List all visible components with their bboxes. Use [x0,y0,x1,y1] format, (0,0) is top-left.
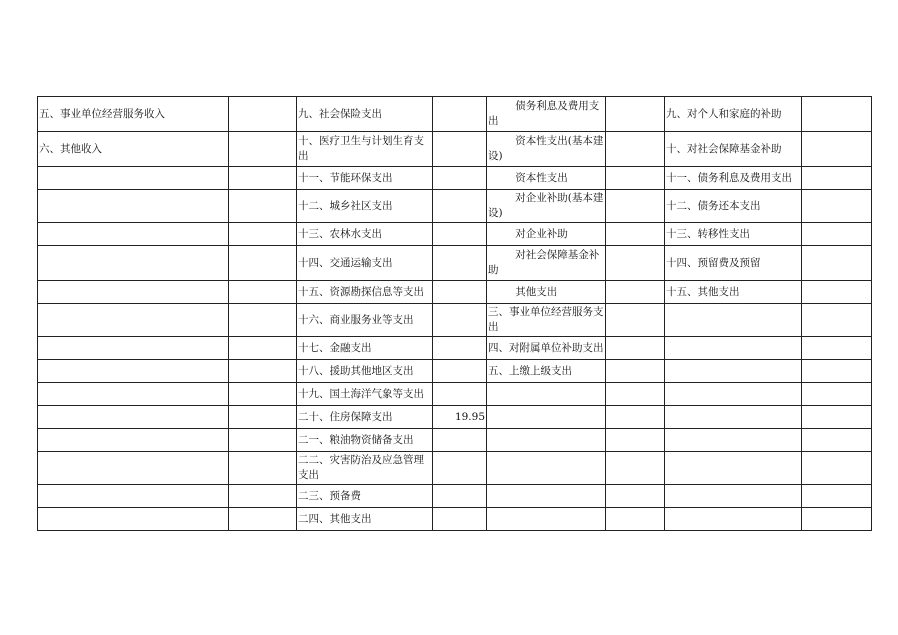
table-cell-c7: 九、对个人和家庭的补助 [665,97,802,132]
table-cell-c7: 十三、转移性支出 [665,223,802,246]
table-cell-c2 [229,452,297,485]
table-cell-c1 [38,360,229,383]
table-cell-c5: 对企业补助(基本建设) [487,190,606,223]
table-cell-c5: 三、事业单位经营服务支出 [487,304,606,337]
table-cell-c7: 十五、其他支出 [665,281,802,304]
table-cell-c5 [487,406,606,429]
table-cell-c5: 五、上缴上级支出 [487,360,606,383]
table-row [38,406,872,429]
table-cell-c4 [433,429,487,452]
table-cell-c1 [38,223,229,246]
table-row [38,452,872,485]
table-cell-c3: 九、社会保险支出 [297,97,433,132]
table-cell-c7 [665,485,802,508]
table-cell-c3: 十六、商业服务业等支出 [297,304,433,337]
table-cell-c1 [38,190,229,223]
table-cell-c1 [38,452,229,485]
table-cell-c7 [665,383,802,406]
table-cell-c8 [802,485,872,508]
table-cell-c7 [665,452,802,485]
table-cell-c2 [229,383,297,406]
table-cell-c3: 二一、粮油物资储备支出 [297,429,433,452]
table-cell-c8 [802,452,872,485]
table-cell-c6 [606,97,665,132]
table-cell-c3: 二三、预备费 [297,485,433,508]
table-cell-c5: 资本性支出 [487,167,606,190]
table-cell-c4 [433,485,487,508]
table-cell-c8 [802,190,872,223]
table-row [38,190,872,223]
table-cell-c6 [606,360,665,383]
table-cell-c7 [665,508,802,531]
table-row [38,429,872,452]
table-cell-c8 [802,97,872,132]
budget-table [37,96,872,531]
table-cell-c2 [229,190,297,223]
table-cell-c2 [229,429,297,452]
table-row [38,383,872,406]
table-cell-c6 [606,508,665,531]
table-cell-c1 [38,337,229,360]
table-cell-c2 [229,97,297,132]
table-cell-c2 [229,167,297,190]
table-body [38,97,872,531]
table-cell-c7: 十二、债务还本支出 [665,190,802,223]
table-cell-c3: 十五、资源勘探信息等支出 [297,281,433,304]
table-cell-c5: 资本性支出(基本建设) [487,132,606,167]
table-cell-c6 [606,337,665,360]
table-cell-c5: 对社会保障基金补助 [487,246,606,281]
table-cell-c2 [229,337,297,360]
table-cell-c1 [38,246,229,281]
table-cell-c7 [665,337,802,360]
table-cell-c8 [802,223,872,246]
table-cell-c4 [433,167,487,190]
table-cell-c7: 十一、债务利息及费用支出 [665,167,802,190]
table-cell-c2 [229,246,297,281]
table-cell-c5 [487,485,606,508]
table-cell-c7: 十、对社会保障基金补助 [665,132,802,167]
table-cell-c2 [229,485,297,508]
table-cell-c4 [433,508,487,531]
table-cell-c3: 十二、城乡社区支出 [297,190,433,223]
table-cell-c1 [38,508,229,531]
table-cell-c2 [229,304,297,337]
table-cell-c4 [433,337,487,360]
table-cell-c3: 二四、其他支出 [297,508,433,531]
table-cell-c7: 十四、预留费及预留 [665,246,802,281]
table-cell-c4 [433,190,487,223]
table-row [38,508,872,531]
table-cell-c3: 十七、金融支出 [297,337,433,360]
table-cell-c8 [802,304,872,337]
table-cell-c4 [433,360,487,383]
table-cell-c5 [487,429,606,452]
table-cell-c6 [606,167,665,190]
table-cell-c6 [606,281,665,304]
table-cell-c4 [433,304,487,337]
table-cell-c7 [665,429,802,452]
table-cell-c7 [665,406,802,429]
table-cell-c4 [433,97,487,132]
table-cell-c6 [606,132,665,167]
table-cell-c2 [229,223,297,246]
table-cell-c1: 五、事业单位经营服务收入 [38,97,229,132]
table-cell-c2 [229,508,297,531]
table-cell-c1 [38,406,229,429]
table-row [38,337,872,360]
table-cell-c4: 19.95 [433,406,487,429]
table-cell-c5: 债务利息及费用支出 [487,97,606,132]
table-cell-c1 [38,281,229,304]
table-row [38,304,872,337]
table-cell-c6 [606,485,665,508]
table-cell-c7 [665,360,802,383]
table-row [38,246,872,281]
table-cell-c2 [229,360,297,383]
table-cell-c8 [802,360,872,383]
table-cell-c4 [433,246,487,281]
table-cell-c6 [606,429,665,452]
table-cell-c6 [606,246,665,281]
table-cell-c8 [802,281,872,304]
table-cell-c3: 十一、节能环保支出 [297,167,433,190]
table-cell-c8 [802,337,872,360]
table-cell-c2 [229,406,297,429]
table-cell-c2 [229,132,297,167]
table-cell-c6 [606,304,665,337]
table-cell-c3: 十八、援助其他地区支出 [297,360,433,383]
table-cell-c4 [433,132,487,167]
table-cell-c5 [487,452,606,485]
table-row [38,223,872,246]
table-cell-c3: 十三、农林水支出 [297,223,433,246]
table-cell-c1 [38,485,229,508]
table-cell-c3: 二十、住房保障支出 [297,406,433,429]
table-cell-c6 [606,383,665,406]
table-cell-c5 [487,383,606,406]
table-cell-c5: 四、对附属单位补助支出 [487,337,606,360]
table-cell-c6 [606,190,665,223]
table-row [38,132,872,167]
table-cell-c8 [802,167,872,190]
table-cell-c4 [433,223,487,246]
table-cell-c1: 六、其他收入 [38,132,229,167]
table-row [38,97,872,132]
table-cell-c1 [38,429,229,452]
table-cell-c8 [802,246,872,281]
table-cell-c5 [487,508,606,531]
table-cell-c6 [606,452,665,485]
table-row [38,360,872,383]
table-row [38,485,872,508]
table-cell-c8 [802,508,872,531]
table-cell-c6 [606,223,665,246]
table-cell-c8 [802,429,872,452]
table-cell-c3: 十、医疗卫生与计划生育支出 [297,132,433,167]
table-cell-c3: 十四、交通运输支出 [297,246,433,281]
table-cell-c1 [38,167,229,190]
table-cell-c4 [433,383,487,406]
table-cell-c1 [38,383,229,406]
table-cell-c1 [38,304,229,337]
table-cell-c6 [606,406,665,429]
table-cell-c5: 对企业补助 [487,223,606,246]
table-cell-c4 [433,281,487,304]
table-cell-c3: 十九、国土海洋气象等支出 [297,383,433,406]
table-cell-c2 [229,281,297,304]
table-row [38,281,872,304]
table-cell-c5: 其他支出 [487,281,606,304]
table-cell-c3: 二二、灾害防治及应急管理支出 [297,452,433,485]
table-cell-c8 [802,406,872,429]
table-cell-c7 [665,304,802,337]
table-row [38,167,872,190]
table-cell-c8 [802,132,872,167]
table-cell-c8 [802,383,872,406]
table-cell-c4 [433,452,487,485]
